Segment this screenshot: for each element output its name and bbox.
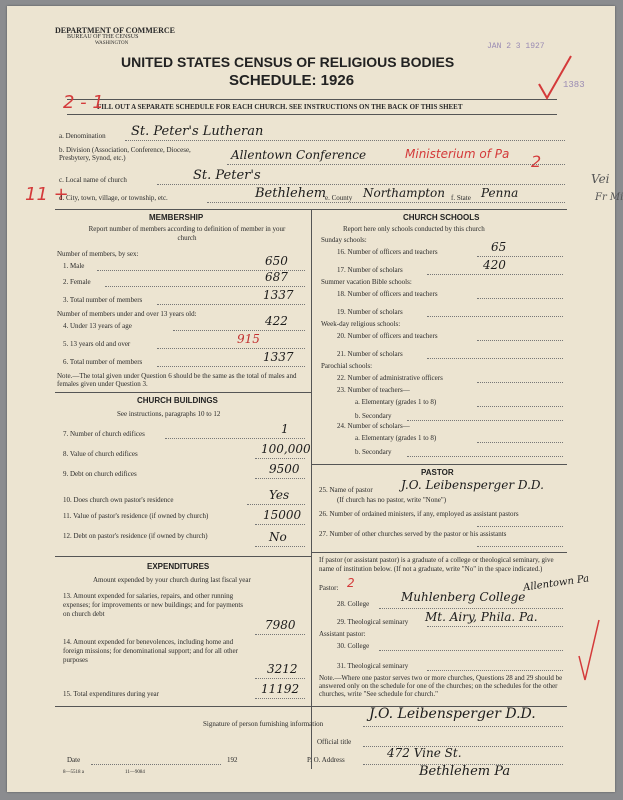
expenditure-row-15: 15. Total expenditures during year (63, 690, 159, 698)
pastor-row-26: 26. Number of ordained ministers, if any, employed as assistant pastors (319, 510, 519, 518)
schools-row-5: 19. Number of scholars (337, 308, 403, 316)
department-label: DEPARTMENT OF COMMERCE (55, 26, 176, 35)
college-location: Allentown Pa (522, 573, 590, 594)
expenditure-row-14: 14. Amount expended for benevolences, including home and foreign missions; for denominational support; and for all other purposes (63, 638, 238, 664)
stamp-number: 1383 (563, 80, 585, 90)
membership-row-2: 2. Female (63, 278, 91, 286)
buildings-row-12: 12. Debt on pastor's residence (if owned by church) (63, 532, 208, 540)
buildings-row-9: 9. Debt on church edifices (63, 470, 137, 478)
female-value: 687 (265, 270, 288, 284)
signature-value: J.O. Leibensperger D.D. (369, 706, 536, 722)
membership-row-3: 3. Total number of members (63, 296, 143, 304)
membership-row-0: Number of members, by sex: (57, 250, 139, 258)
pencil-mark-frmi: Fr Mi (595, 192, 623, 203)
membership-note: Note.—The total given under Question 6 should be the same as the total of males and females given under Question 3. (57, 372, 297, 388)
buildings-row-8: 8. Value of church edifices (63, 450, 138, 458)
expenditure-row-13: 13. Amount expended for salaries, repairs, and other running expenses; for improvements or new buildings; and for payments on church debt (63, 592, 244, 618)
pencil-mark-vei: Vei (591, 172, 610, 186)
pastor-row-30: 30. College (337, 642, 370, 650)
header-rule (67, 99, 557, 100)
seminary-value: Mt. Airy, Phila. Pa. (425, 610, 538, 624)
city-value: Bethlehem (255, 186, 327, 201)
benevolence-value: 3212 (267, 662, 298, 676)
column-divider (311, 209, 312, 769)
membership-row-4: Number of members under and over 13 years old: (57, 310, 197, 318)
denomination-value: St. Peter's Lutheran (131, 124, 264, 139)
buildings-heading: CHURCH BUILDINGS (137, 396, 218, 405)
state-label: f. State (451, 194, 471, 202)
pastor-row-27: 27. Number of other churches served by the pastor or his assistants (319, 530, 507, 538)
form-number: 8—5518 a (63, 770, 84, 775)
red-mark-11: 11 + (25, 184, 69, 205)
running-expenses-value: 7980 (265, 618, 296, 632)
pastor-note: Note.—Where one pastor serves two or more churches, Questions 28 and 29 should be answered only on the schedule for one of the churches; on the schedules for the other churches, write "See schedule for church." (319, 674, 563, 698)
city-label: WASHINGTON (95, 41, 129, 46)
schools-row-8: 21. Number of scholars (337, 350, 403, 358)
schedule-title: SCHEDULE: 1926 (229, 72, 355, 89)
state-value: Penna (481, 186, 519, 200)
pastor-heading: PASTOR (421, 468, 454, 477)
edifice-debt-value: 9500 (269, 462, 300, 476)
schools-row-3: Summer vacation Bible schools: (321, 278, 412, 286)
census-form (7, 6, 623, 792)
edifices-value: 1 (281, 422, 289, 436)
sunday-scholars-value: 420 (483, 258, 506, 272)
year-label: 192 (227, 756, 238, 764)
schools-row-2: 17. Number of scholars (337, 266, 403, 274)
red-checkmark-top (535, 54, 575, 104)
schools-heading: CHURCH SCHOOLS (403, 213, 480, 222)
schools-row-7: 20. Number of officers and teachers (337, 332, 438, 340)
edifice-value: 100,000 (261, 442, 311, 456)
expenditures-heading: EXPENDITURES (147, 562, 210, 571)
total-expenditure-value: 11192 (261, 682, 300, 696)
membership-row-6: 5. 13 years old and over (63, 340, 131, 348)
local-name-value: St. Peter's (193, 168, 261, 183)
over-13-value: 915 (237, 332, 260, 346)
county-value: Northampton (363, 186, 446, 200)
pastor-row-25: 25. Name of pastor (319, 486, 373, 494)
buildings-row-11: 11. Value of pastor's residence (if owned by church) (63, 512, 209, 520)
assistant-pastor-label: Assistant pastor: (319, 630, 366, 638)
bureau-label: BUREAU OF THE CENSUS (67, 34, 139, 40)
official-title-label: Official title (317, 738, 352, 746)
schools-row-12: a. Elementary (grades 1 to 8) (355, 398, 437, 406)
pastor-name-value: J.O. Leibensperger D.D. (401, 478, 544, 492)
membership-heading: MEMBERSHIP (149, 213, 204, 222)
membership-row-1: 1. Male (63, 262, 85, 270)
red-mark-2-1: 2 - 1 (63, 92, 104, 113)
sunday-teachers-value: 65 (491, 240, 507, 254)
residence-debt-value: No (269, 530, 287, 544)
instruction-line: FILL OUT A SEPARATE SCHEDULE FOR EACH CHURCH. SEE INSTRUCTIONS ON THE BACK OF THIS SHEET (97, 103, 463, 111)
buildings-sub: See instructions, paragraphs 10 to 12 (117, 410, 221, 418)
division-red-note: Ministerium of Pa (405, 147, 510, 161)
pastor-label: Pastor: (319, 584, 339, 592)
membership-sub: Report number of members according to definition of member in your church (88, 225, 286, 242)
pastor-row-28: 28. College (337, 600, 370, 608)
pastor-row-31: 31. Theological seminary (337, 662, 409, 670)
red-checkmark-right (575, 616, 605, 686)
owns-residence-value: Yes (269, 488, 290, 502)
schools-row-11: 23. Number of teachers— (337, 386, 410, 394)
under-13-value: 422 (265, 314, 288, 328)
form-title: UNITED STATES CENSUS OF RELIGIOUS BODIES (121, 54, 455, 70)
signature-label: Signature of person furnishing information (203, 720, 324, 728)
local-name-label: c. Local name of church (59, 176, 127, 184)
membership-row-7: 6. Total number of members (63, 358, 143, 366)
residence-value: 15000 (263, 508, 302, 522)
schools-row-15: a. Elementary (grades 1 to 8) (355, 434, 437, 442)
schools-row-4: 18. Number of officers and teachers (337, 290, 438, 298)
schools-row-0: Sunday schools: (321, 236, 367, 244)
schools-row-16: b. Secondary (355, 448, 392, 456)
schools-row-1: 16. Number of officers and teachers (337, 248, 438, 256)
pastor-row-25b: (If church has no pastor, write "None") (337, 496, 447, 504)
schools-row-10: 22. Number of administrative officers (337, 374, 443, 382)
header-rule-2 (67, 114, 557, 115)
graduate-instructions: If pastor (or assistant pastor) is a graduate of a college or theological seminary, give name of institution below. (If not a graduate, write "No" in the space indicated.) (319, 556, 554, 573)
red-mark-2: 2 (347, 576, 355, 590)
schools-sub: Report here only schools conducted by this church (343, 225, 485, 233)
county-label: e. County (325, 194, 353, 202)
expenditures-sub: Amount expended by your church during last fiscal year (93, 576, 251, 584)
total-members-value: 1337 (263, 288, 294, 302)
division-value: Allentown Conference (231, 148, 367, 162)
total-members-2-value: 1337 (263, 350, 294, 364)
college-value: Muhlenberg College (401, 590, 526, 604)
schools-row-6: Week-day religious schools: (321, 320, 401, 328)
membership-row-5: 4. Under 13 years of age (63, 322, 132, 330)
division-label: b. Division (Association, Conference, Diocese, Presbytery, Synod, etc.) (59, 146, 191, 162)
male-value: 650 (265, 254, 288, 268)
po-address-city: Bethlehem Pa (419, 764, 511, 779)
denomination-label: a. Denomination (59, 132, 106, 140)
schools-row-9: Parochial schools: (321, 362, 373, 370)
city-label: d. City, town, village, or township, etc. (59, 194, 168, 202)
date-label: Date (67, 756, 81, 764)
red-mark-2-top: 2 (531, 152, 542, 171)
pastor-row-29: 29. Theological seminary (337, 618, 409, 626)
print-number: 11—9084 (125, 770, 145, 775)
po-address-value: 472 Vine St. (387, 746, 462, 760)
buildings-row-10: 10. Does church own pastor's residence (63, 496, 174, 504)
schools-row-13: b. Secondary (355, 412, 392, 420)
schools-row-14: 24. Number of scholars— (337, 422, 410, 430)
date-stamp: JAN 2 3 1927 (487, 42, 545, 51)
buildings-row-7: 7. Number of church edifices (63, 430, 145, 438)
po-address-label: P. O. Address (307, 756, 345, 764)
